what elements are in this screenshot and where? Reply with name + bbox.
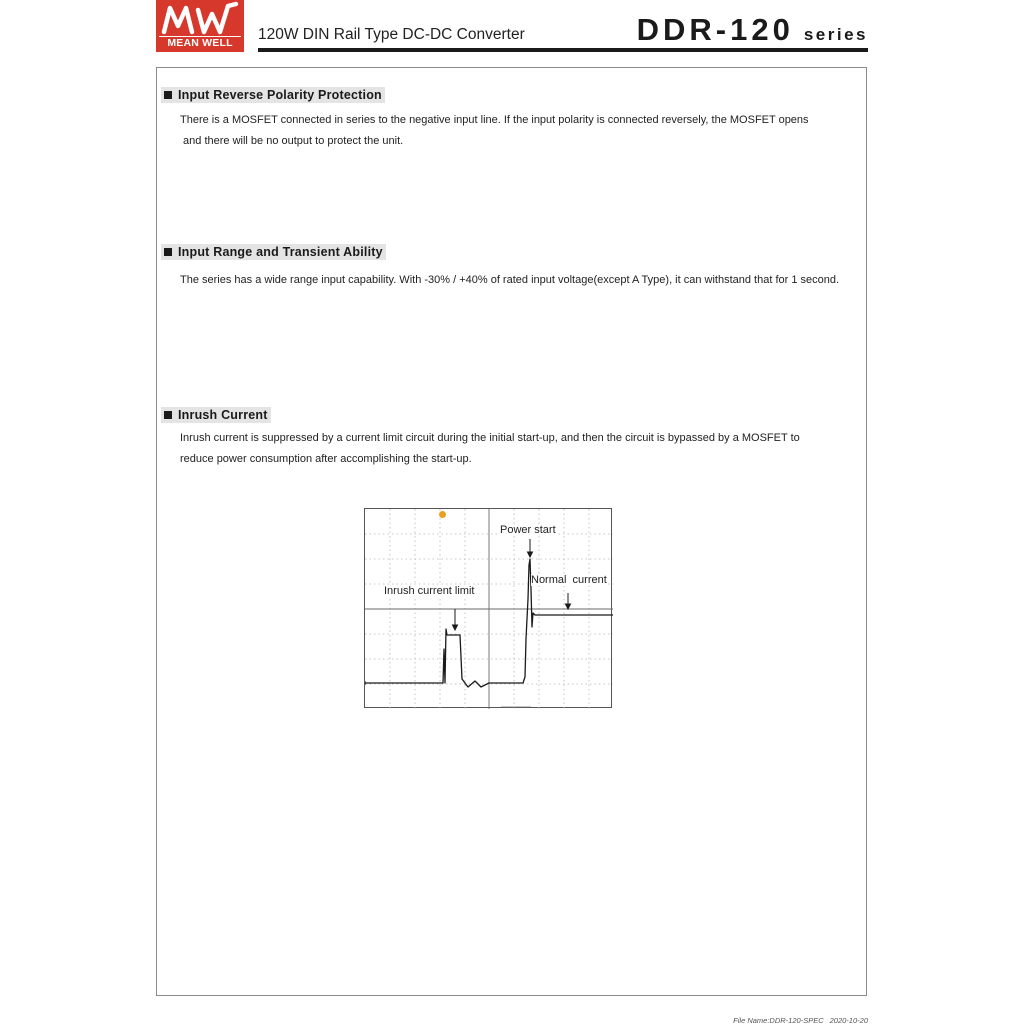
section-heading-label: Input Range and Transient Ability: [178, 245, 383, 259]
square-bullet-icon: [164, 411, 172, 419]
section-heading-input-range: [161, 244, 386, 260]
paragraph-line: The series has a wide range input capability. With -30% / +40% of rated input voltage(except A Type), it can withstand that for 1 second.: [180, 274, 840, 286]
header-rule: [258, 48, 868, 52]
oscilloscope-capture: [364, 508, 612, 708]
paragraph-reverse-polarity: [180, 110, 809, 152]
section-heading-reverse-polarity: [161, 87, 385, 103]
series-suffix: series: [803, 25, 868, 44]
normal-current-label: Normal current: [531, 574, 607, 586]
paragraph-line: and there will be no output to protect the unit.: [180, 135, 404, 147]
logo-text: MEAN WELL: [167, 37, 233, 49]
section-heading-inrush-current: [161, 407, 271, 423]
paragraph-line: reduce power consumption after accomplishing the start-up.: [180, 453, 472, 465]
square-bullet-icon: [164, 91, 172, 99]
paragraph-line: Inrush current is suppressed by a current limit circuit during the initial start-up, and then the circuit is bypassed by a MOSFET to: [180, 432, 800, 444]
paragraph-inrush-current: [180, 428, 800, 470]
section-heading-label: Inrush Current: [178, 408, 268, 422]
paragraph-line: There is a MOSFET connected in series to the negative input line. If the input polarity is connected reversely, the MOSFET opens: [180, 114, 809, 126]
square-bullet-icon: [164, 248, 172, 256]
mean-well-logo: [156, 0, 244, 52]
section-heading-label: Input Reverse Polarity Protection: [178, 88, 382, 102]
footer-date: 2020-10-20: [829, 1016, 868, 1025]
footer-file-name: File Name:DDR-120-SPEC: [733, 1016, 824, 1025]
power-start-label: Power start: [500, 524, 556, 536]
oscilloscope-trace: [365, 509, 613, 709]
model-name: DDR-120: [636, 12, 794, 47]
channel-1-marker-icon: [439, 511, 446, 518]
inrush-current-limit-label: Inrush current limit: [384, 585, 475, 597]
series-title: [637, 12, 868, 48]
document-subtitle: 120W DIN Rail Type DC-DC Converter: [258, 26, 525, 43]
mw-logo-icon: [156, 0, 244, 38]
paragraph-input-range: [180, 270, 839, 291]
